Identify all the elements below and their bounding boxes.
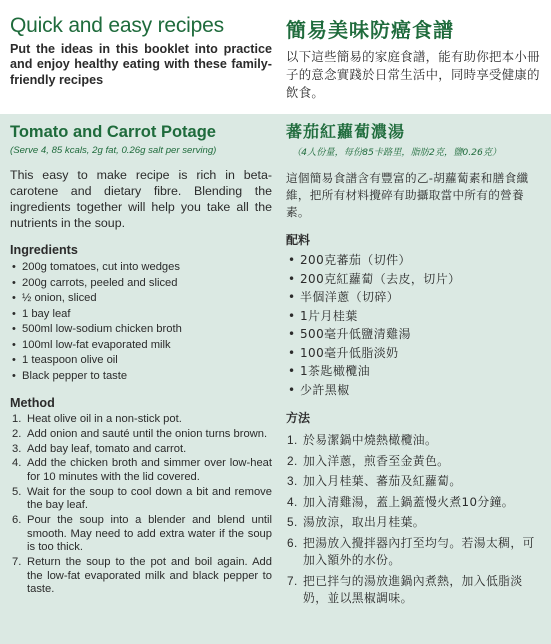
ingredient-item: • ½ onion, sliced [10, 291, 272, 307]
ingredients-heading-chinese: 配料 [286, 233, 311, 247]
bullet-icon: • [12, 323, 16, 335]
ingredient-item: • 100ml low-fat evaporated milk [10, 338, 272, 354]
ingredient-item: • 200克紅蘿蔔（去皮，切片） [286, 270, 544, 289]
ingredients-list-chinese [286, 251, 544, 399]
ingredient-item: • 200g carrots, peeled and sliced [10, 276, 272, 292]
ingredient-item: • 200g tomatoes, cut into wedges [10, 260, 272, 276]
recipe-chinese [286, 122, 544, 611]
recipe-panel [0, 114, 551, 644]
intro-chinese: 以下這些簡易的家庭食譜，能有助你把本小冊子的意念實踐於日常生活中，同時享受健康的飲食。 [286, 49, 540, 100]
method-steps-chinese [286, 432, 544, 608]
bullet-icon: • [12, 338, 16, 351]
serving-info-chinese: （4人份量，每份85卡路里，脂肪2克，鹽0.26克） [292, 147, 502, 158]
method-step: 2. 加入洋蔥，煎香至金黃色。 [287, 453, 450, 468]
bullet-icon: • [12, 276, 16, 289]
ingredient-item: • 500ml low-sodium chicken broth [10, 322, 272, 338]
method-step: 4. Add the chicken broth and simmer over low-heat for 10 minutes with the lid covered. [12, 457, 272, 483]
ingredients-heading-english: Ingredients [10, 243, 78, 257]
recipe-description-chinese: 這個簡易食譜含有豐富的乙-胡蘿蔔素和膳食纖維，把所有材料攪碎有助攝取當中所有的營養素。 [286, 171, 529, 219]
recipe-title-chinese: 蕃茄紅蘿蔔濃湯 [286, 122, 406, 141]
english-header [10, 14, 272, 88]
method-step: 5. 湯放涼，取出月桂葉。 [287, 515, 425, 529]
ingredient-item: • 1片月桂葉 [286, 307, 544, 326]
method-steps-english [10, 413, 272, 597]
chinese-header [286, 18, 544, 102]
recipe-english [10, 122, 272, 598]
bullet-icon: • [12, 292, 16, 304]
bullet-icon: • [288, 364, 296, 378]
ingredient-item: • 1 teaspoon olive oil [10, 353, 272, 369]
bullet-icon: • [12, 369, 16, 382]
method-step: 7. 把已拌勻的湯放進鍋內煮熱，加入低脂淡奶，並以黑椒調味。 [287, 573, 523, 605]
bullet-icon: • [288, 327, 296, 341]
serving-info-english: (Serve 4, 85 kcals, 2g fat, 0.26g salt per serving) [10, 145, 217, 156]
method-step: 2. Add onion and sauté until the onion turns brown. [12, 427, 268, 440]
bullet-icon: • [12, 307, 16, 320]
intro-english: Put the ideas in this booklet into practice and enjoy healthy eating with these family-friendly recipes [10, 42, 272, 87]
bullet-icon: • [288, 290, 296, 304]
ingredient-item: • 少許黑椒 [286, 381, 544, 400]
ingredients-list-english [10, 260, 272, 384]
method-step: 4. 加入清雞湯，蓋上鍋蓋慢火煮10分鐘。 [287, 494, 514, 509]
page-title-english: Quick and easy recipes [10, 14, 224, 37]
method-step: 3. 加入月桂葉、蕃茄及紅蘿蔔。 [287, 474, 462, 488]
method-step: 6. Pour the soup into a blender and blend until smooth. May need to add extra water if the soup is too thick. [12, 514, 272, 554]
bullet-icon: • [288, 271, 296, 286]
bullet-icon: • [288, 308, 296, 323]
method-step: 6. 把湯放入攪拌器內打至均勻。若湯太稠，可加入額外的水份。 [287, 535, 535, 567]
ingredient-item: • 500毫升低鹽清雞湯 [286, 325, 544, 344]
bullet-icon: • [12, 354, 16, 366]
ingredient-item: • 200克蕃茄（切件） [286, 251, 544, 270]
ingredient-item: • 1 bay leaf [10, 307, 272, 323]
bullet-icon: • [288, 253, 296, 267]
method-step: 5. Wait for the soup to cool down a bit and remove the bay leaf. [12, 485, 272, 512]
recipe-description-english: This easy to make recipe is rich in beta-carotene and dietary fibre. Blending the ingredients together will help you take all the nutrients in the soup. [10, 168, 272, 230]
ingredient-item: • Black pepper to taste [10, 369, 272, 385]
method-step: 3. Add bay leaf, tomato and carrot. [12, 442, 187, 455]
method-step: 7. Return the soup to the pot and boil again. Add the low-fat evaporated milk and black pepper to taste. [12, 556, 272, 596]
ingredient-item: • 半個洋蔥（切碎） [286, 288, 544, 307]
method-heading-chinese: 方法 [286, 411, 311, 425]
page-title-chinese: 簡易美味防癌食譜 [286, 18, 454, 42]
booklet-header [0, 0, 551, 112]
bullet-icon: • [288, 345, 296, 360]
ingredient-item: • 1茶匙橄欖油 [286, 362, 544, 381]
method-step: 1. Heat olive oil in a non-stick pot. [12, 413, 182, 425]
bullet-icon: • [288, 382, 296, 397]
bullet-icon: • [12, 261, 16, 273]
method-step: 1. 於易潔鍋中燒熱橄欖油。 [287, 433, 438, 447]
method-heading-english: Method [10, 396, 55, 410]
recipe-title-english: Tomato and Carrot Potage [10, 123, 216, 141]
ingredient-item: • 100毫升低脂淡奶 [286, 344, 544, 363]
